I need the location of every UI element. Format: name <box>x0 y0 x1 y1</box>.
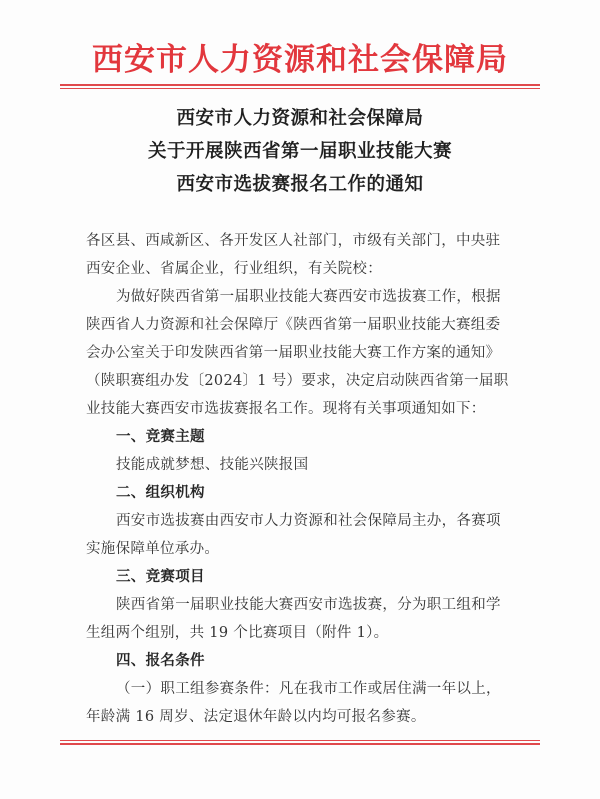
addressee-line-1: 各区县、西咸新区、各开发区人社部门，市级有关部门，中央驻 <box>86 233 501 249</box>
section-2-text-line-2: 实施保障单位承办。 <box>86 541 220 557</box>
notice-title-line-3: 西安市选拔赛报名工作的通知 <box>176 174 424 195</box>
section-3-text-line-1: 陕西省第一届职业技能大赛西安市选拔赛，分为职工组和学 <box>116 597 501 613</box>
intro-line-5: 业技能大赛西安市选拔赛报名工作。现将有关事项通知如下： <box>86 401 486 417</box>
addressee-line-2: 西安企业、省属企业，行业组织，有关院校： <box>86 261 382 277</box>
section-3-text-line-2: 生组两个组别，共 19 个比赛项目（附件 1）。 <box>86 625 389 641</box>
letterhead-rule-thick <box>60 84 540 86</box>
section-1-text: 技能成就梦想、技能兴陕报国 <box>116 457 309 473</box>
footer-rule-thin <box>60 740 540 741</box>
section-2-heading: 二、组织机构 <box>116 484 205 501</box>
footer-rule-thick <box>60 743 540 745</box>
intro-line-3: 会办公室关于印发陕西省第一届职业技能大赛工作方案的通知》 <box>86 345 501 361</box>
letterhead-rule-thin <box>60 88 540 89</box>
intro-line-1: 为做好陕西省第一届职业技能大赛西安市选拔赛工作，根据 <box>116 289 501 305</box>
section-1-heading: 一、竞赛主题 <box>116 428 205 445</box>
section-4-text-line-1: （一）职工组参赛条件：凡在我市工作或居住满一年以上， <box>116 681 501 697</box>
notice-title-line-2: 关于开展陕西省第一届职业技能大赛 <box>147 141 452 162</box>
section-4-text-line-2: 年龄满 16 周岁、法定退休年龄以内均可报名参赛。 <box>86 709 426 725</box>
notice-title-line-1: 西安市人力资源和社会保障局 <box>176 108 424 129</box>
section-4-heading: 四、报名条件 <box>116 652 205 669</box>
intro-line-2: 陕西省人力资源和社会保障厅《陕西省第一届职业技能大赛组委 <box>86 317 501 333</box>
section-2-text-line-1: 西安市选拔赛由西安市人力资源和社会保障局主办，各赛项 <box>116 513 501 529</box>
org-letterhead: 西安市人力资源和社会保障局 <box>92 42 508 78</box>
section-3-heading: 三、竞赛项目 <box>116 568 205 585</box>
intro-line-4: （陕职赛组办发〔2024〕1 号）要求，决定启动陕西省第一届职 <box>86 373 509 389</box>
